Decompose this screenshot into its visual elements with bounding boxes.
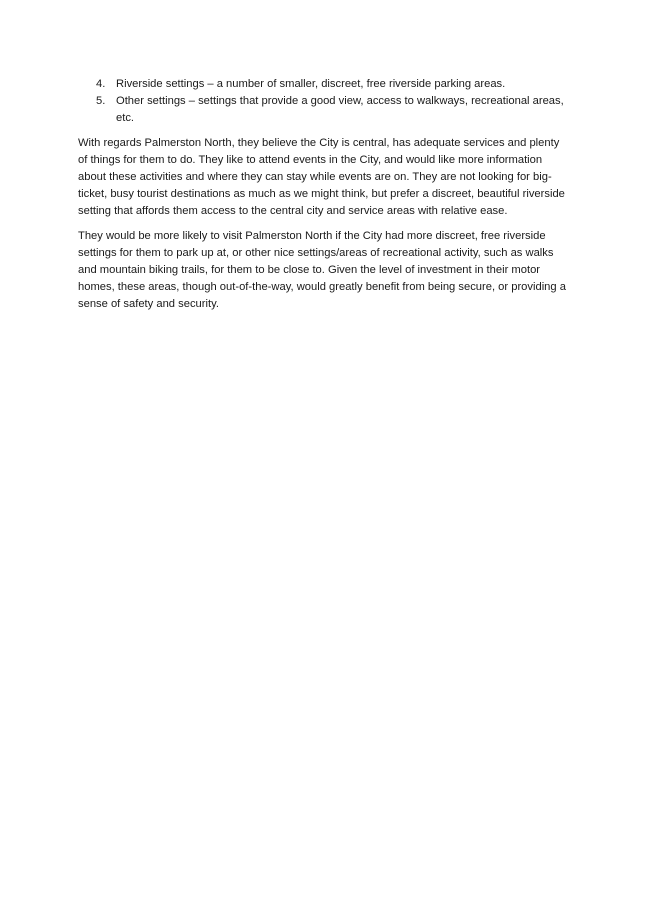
paragraph: With regards Palmerston North, they believe the City is central, has adequate services and plenty of things for them to do. They like to attend events in the City, and would like more information about these activities and where they can stay while events are on. They are not looking for big-ticket, busy tourist destinations as much as we might think, but prefer a discreet, beautiful riverside setting that affords them access to the central city and service areas with relative ease. bbox=[78, 137, 565, 217]
list-item-number: 5. bbox=[96, 95, 106, 107]
list-item bbox=[78, 93, 570, 127]
list-item-text: Riverside settings – a number of smaller, discreet, free riverside parking areas. bbox=[116, 78, 506, 90]
numbered-list bbox=[78, 76, 570, 127]
list-item bbox=[78, 76, 570, 93]
list-item-number: 4. bbox=[96, 78, 106, 90]
paragraph: They would be more likely to visit Palmerston North if the City had more discreet, free riverside settings for them to park up at, or other nice settings/areas of recreational activity, such as walks and mountain biking trails, for them to be close to. Given the level of investment in their motor homes, these areas, though out-of-the-way, would greatly benefit from being secure, or providing a sense of safety and security. bbox=[78, 230, 566, 310]
document-body bbox=[78, 76, 570, 321]
list-item-text: Other settings – settings that provide a good view, access to walkways, recreational areas, etc. bbox=[116, 95, 564, 124]
